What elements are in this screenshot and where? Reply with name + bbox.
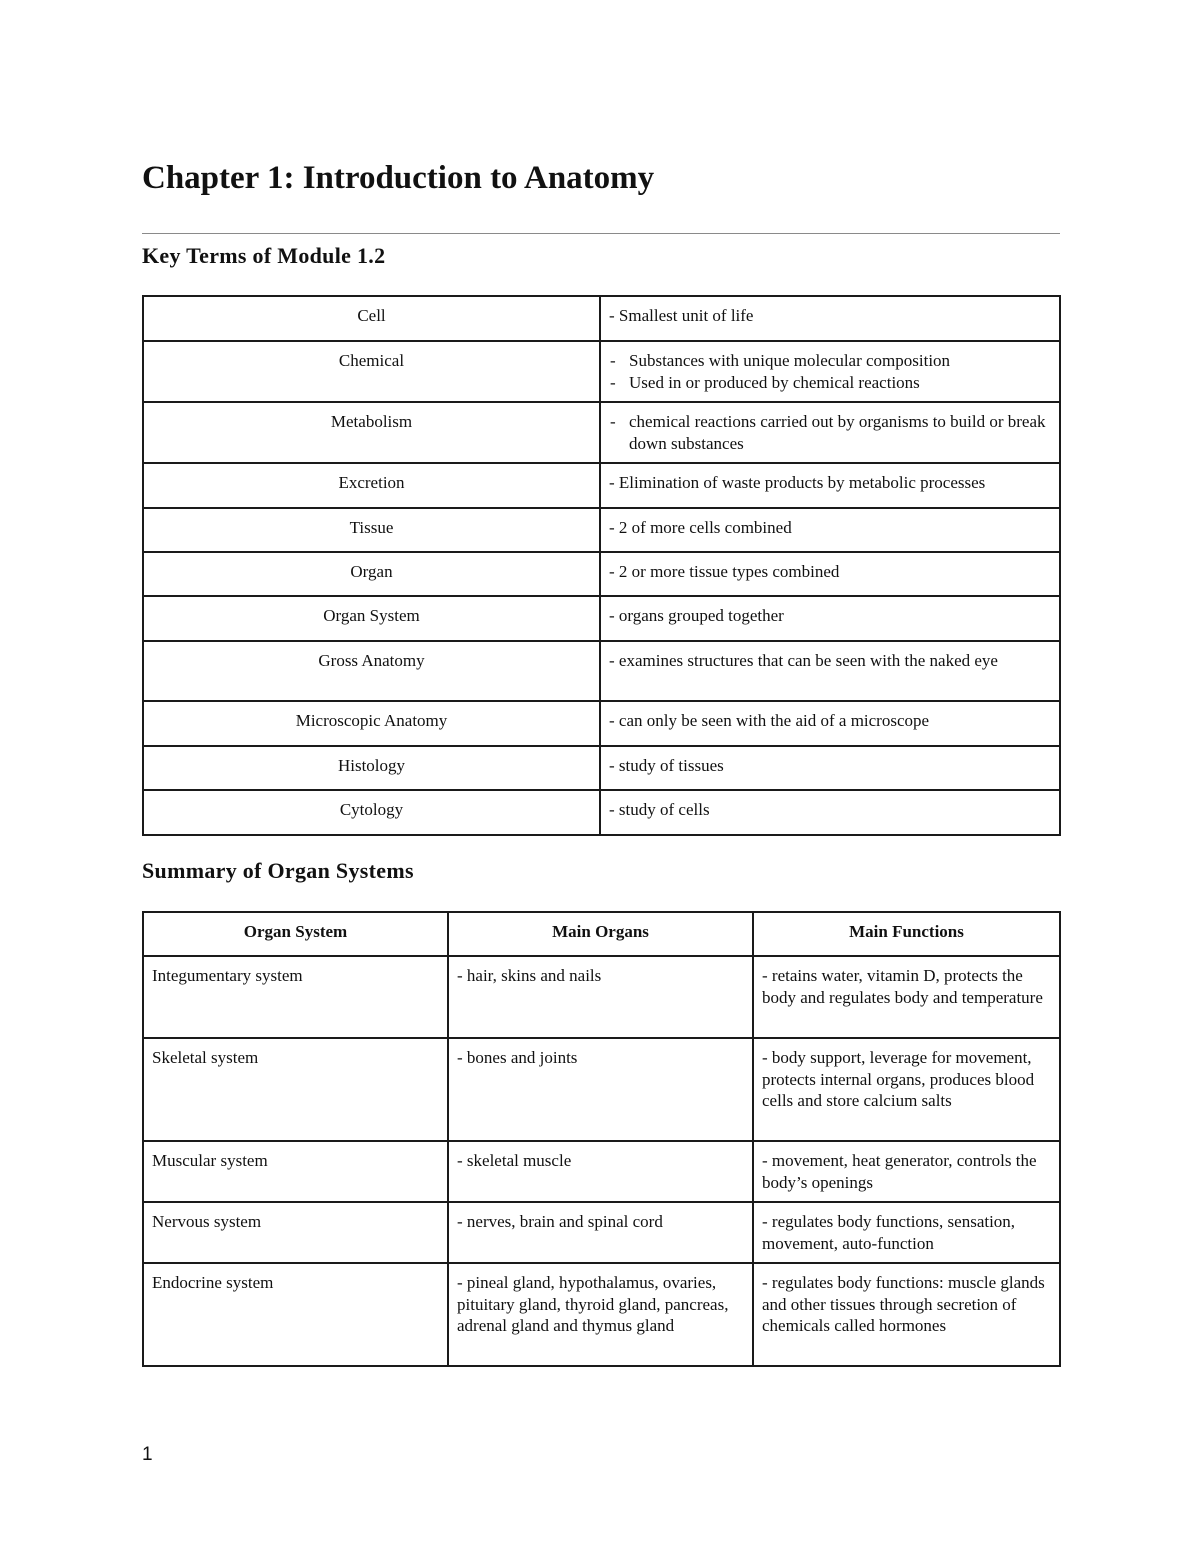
table-header-row: [143, 912, 1060, 956]
definition-cell: - examines structures that can be seen with the naked eye: [600, 641, 1060, 701]
table-row: [143, 1202, 1060, 1263]
definition-cell: - organs grouped together: [600, 596, 1060, 641]
table-row: [143, 1263, 1060, 1366]
system-cell: Integumentary system: [143, 956, 448, 1038]
term-cell: Cell: [143, 296, 600, 341]
organ-systems-heading: Summary of Organ Systems: [142, 858, 414, 883]
definition-cell: [600, 402, 1060, 463]
list-item: - Used in or produced by chemical reactions: [609, 372, 1051, 394]
organ-systems-table: [142, 911, 1061, 1367]
term-cell: Chemical: [143, 341, 600, 402]
functions-cell: - movement, heat generator, controls the body’s openings: [753, 1141, 1060, 1202]
column-header-main-functions: Main Functions: [753, 912, 1060, 956]
definition-cell: - Elimination of waste products by metabolic processes: [600, 463, 1060, 508]
definition-cell: [600, 341, 1060, 402]
definition-list: [609, 411, 1051, 454]
definition-cell: - study of tissues: [600, 746, 1060, 790]
organs-cell: - bones and joints: [448, 1038, 753, 1141]
definition-cell: - 2 or more tissue types combined: [600, 552, 1060, 596]
table-row: [143, 463, 1060, 508]
term-cell: Cytology: [143, 790, 600, 835]
table-row: [143, 296, 1060, 341]
table-row: [143, 508, 1060, 552]
definition-cell: - Smallest unit of life: [600, 296, 1060, 341]
system-cell: Skeletal system: [143, 1038, 448, 1141]
table-row: [143, 701, 1060, 746]
table-row: [143, 402, 1060, 463]
term-cell: Histology: [143, 746, 600, 790]
term-cell: Metabolism: [143, 402, 600, 463]
column-header-organ-system: Organ System: [143, 912, 448, 956]
table-row: [143, 746, 1060, 790]
definition-list: [609, 350, 1051, 393]
list-item: - Substances with unique molecular composition: [609, 350, 1051, 372]
definition-cell: - can only be seen with the aid of a microscope: [600, 701, 1060, 746]
term-cell: Gross Anatomy: [143, 641, 600, 701]
term-cell: Microscopic Anatomy: [143, 701, 600, 746]
functions-cell: - regulates body functions, sensation, movement, auto-function: [753, 1202, 1060, 1263]
system-cell: Nervous system: [143, 1202, 448, 1263]
column-header-main-organs: Main Organs: [448, 912, 753, 956]
term-cell: Organ: [143, 552, 600, 596]
table-row: [143, 790, 1060, 835]
table-row: [143, 596, 1060, 641]
functions-cell: - body support, leverage for movement, protects internal organs, produces blood cells and store calcium salts: [753, 1038, 1060, 1141]
table-row: [143, 641, 1060, 701]
table-row: [143, 341, 1060, 402]
system-cell: Endocrine system: [143, 1263, 448, 1366]
definition-cell: - study of cells: [600, 790, 1060, 835]
table-row: [143, 552, 1060, 596]
list-item: - chemical reactions carried out by organisms to build or break down substances: [609, 411, 1051, 454]
functions-cell: - retains water, vitamin D, protects the body and regulates body and temperature: [753, 956, 1060, 1038]
organs-cell: - skeletal muscle: [448, 1141, 753, 1202]
definition-cell: - 2 of more cells combined: [600, 508, 1060, 552]
key-terms-table: [142, 295, 1061, 836]
term-cell: Excretion: [143, 463, 600, 508]
title-divider: [142, 233, 1060, 234]
key-terms-heading: Key Terms of Module 1.2: [142, 243, 386, 268]
table-row: [143, 1141, 1060, 1202]
organs-cell: - nerves, brain and spinal cord: [448, 1202, 753, 1263]
organs-cell: - hair, skins and nails: [448, 956, 753, 1038]
page-number: 1: [142, 1444, 153, 1465]
organs-cell: - pineal gland, hypothalamus, ovaries, pituitary gland, thyroid gland, pancreas, adrenal gland and thymus gland: [448, 1263, 753, 1366]
system-cell: Muscular system: [143, 1141, 448, 1202]
functions-cell: - regulates body functions: muscle glands and other tissues through secretion of chemicals called hormones: [753, 1263, 1060, 1366]
page-title: Chapter 1: Introduction to Anatomy: [142, 160, 655, 196]
table-row: [143, 956, 1060, 1038]
term-cell: Organ System: [143, 596, 600, 641]
term-cell: Tissue: [143, 508, 600, 552]
table-row: [143, 1038, 1060, 1141]
